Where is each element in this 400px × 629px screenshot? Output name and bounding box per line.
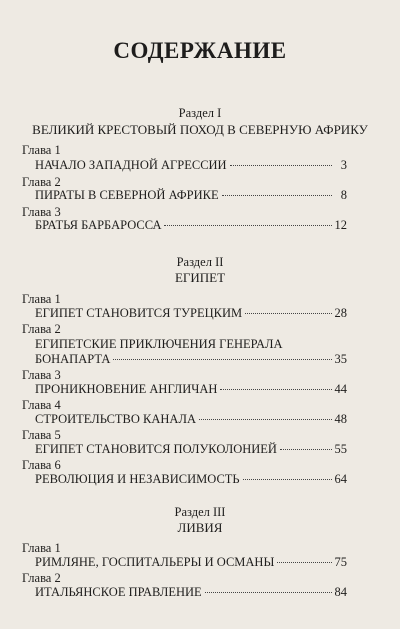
toc-entry[interactable] xyxy=(35,188,347,203)
toc-entry[interactable] xyxy=(35,472,347,487)
section-number: Раздел II xyxy=(176,255,224,269)
page-number: 44 xyxy=(334,382,347,396)
toc-entry[interactable] xyxy=(35,158,347,173)
chapter-label: Глава 1 xyxy=(22,292,61,306)
chapter-title: СТРОИТЕЛЬСТВО КАНАЛА xyxy=(35,412,196,426)
leader-dots xyxy=(199,419,332,420)
chapter-title: БРАТЬЯ БАРБАРОССА xyxy=(35,218,162,232)
section-name: ЛИВИЯ xyxy=(177,520,223,535)
chapter-title: ЕГИПЕТ СТАНОВИТСЯ ТУРЕЦКИМ xyxy=(35,306,243,320)
chapter-label: Глава 1 xyxy=(22,541,61,555)
toc-entry[interactable] xyxy=(35,352,347,367)
section-number: Раздел I xyxy=(178,106,222,120)
page-number: 64 xyxy=(334,472,347,486)
chapter-title: БОНАПАРТА xyxy=(35,352,111,366)
toc-entry[interactable] xyxy=(35,382,347,397)
page-number: 35 xyxy=(334,352,347,366)
chapter-title: ПРОНИКНОВЕНИЕ АНГЛИЧАН xyxy=(35,382,218,396)
page-number: 75 xyxy=(334,555,347,569)
page-number: 8 xyxy=(340,188,347,202)
toc-entry[interactable] xyxy=(35,442,347,457)
chapter-title: ЕГИПЕТ СТАНОВИТСЯ ПОЛУКОЛОНИЕЙ xyxy=(35,442,277,456)
chapter-title: РИМЛЯНЕ, ГОСПИТАЛЬЕРЫ И ОСМАНЫ xyxy=(35,555,275,569)
page-number: 12 xyxy=(334,218,347,232)
leader-dots xyxy=(113,359,331,360)
page-number: 48 xyxy=(334,412,347,426)
leader-dots xyxy=(245,313,331,314)
leader-dots xyxy=(205,592,332,593)
page-number: 84 xyxy=(334,585,347,599)
chapter-title: НАЧАЛО ЗАПАДНОЙ АГРЕССИИ xyxy=(35,158,227,172)
chapter-label: Глава 2 xyxy=(22,322,61,336)
leader-dots xyxy=(164,225,331,226)
toc-entry[interactable] xyxy=(35,412,347,427)
toc-entry[interactable] xyxy=(35,585,347,600)
chapter-label: Глава 1 xyxy=(22,143,61,157)
page-title: СОДЕРЖАНИЕ xyxy=(113,38,287,63)
section-name: ВЕЛИКИЙ КРЕСТОВЫЙ ПОХОД В СЕВЕРНУЮ АФРИКУ xyxy=(32,122,368,137)
page-number: 55 xyxy=(334,442,347,456)
page-number: 28 xyxy=(334,306,347,320)
toc-entry[interactable] xyxy=(35,218,347,233)
leader-dots xyxy=(280,449,332,450)
chapter-title: РЕВОЛЮЦИЯ И НЕЗАВИСИМОСТЬ xyxy=(35,472,240,486)
chapter-label: Глава 4 xyxy=(22,398,61,412)
leader-dots xyxy=(230,165,332,166)
chapter-label: Глава 6 xyxy=(22,458,61,472)
toc-entry[interactable] xyxy=(35,555,347,570)
chapter-label: Глава 2 xyxy=(22,175,61,189)
toc-entry[interactable] xyxy=(35,306,347,321)
leader-dots xyxy=(222,195,332,196)
chapter-label: Глава 2 xyxy=(22,571,61,585)
leader-dots xyxy=(277,562,331,563)
chapter-title: ИТАЛЬЯНСКОЕ ПРАВЛЕНИЕ xyxy=(35,585,202,599)
section-name: ЕГИПЕТ xyxy=(174,270,226,285)
leader-dots xyxy=(220,389,331,390)
leader-dots xyxy=(243,479,332,480)
chapter-title: ПИРАТЫ В СЕВЕРНОЙ АФРИКЕ xyxy=(35,188,219,202)
page-number: 3 xyxy=(340,158,347,172)
chapter-label: Глава 3 xyxy=(22,205,61,219)
chapter-label: Глава 5 xyxy=(22,428,61,442)
chapter-label: Глава 3 xyxy=(22,368,61,382)
chapter-title-line1[interactable]: ЕГИПЕТСКИЕ ПРИКЛЮЧЕНИЯ ГЕНЕРАЛА xyxy=(35,337,283,351)
section-number: Раздел III xyxy=(174,505,226,519)
